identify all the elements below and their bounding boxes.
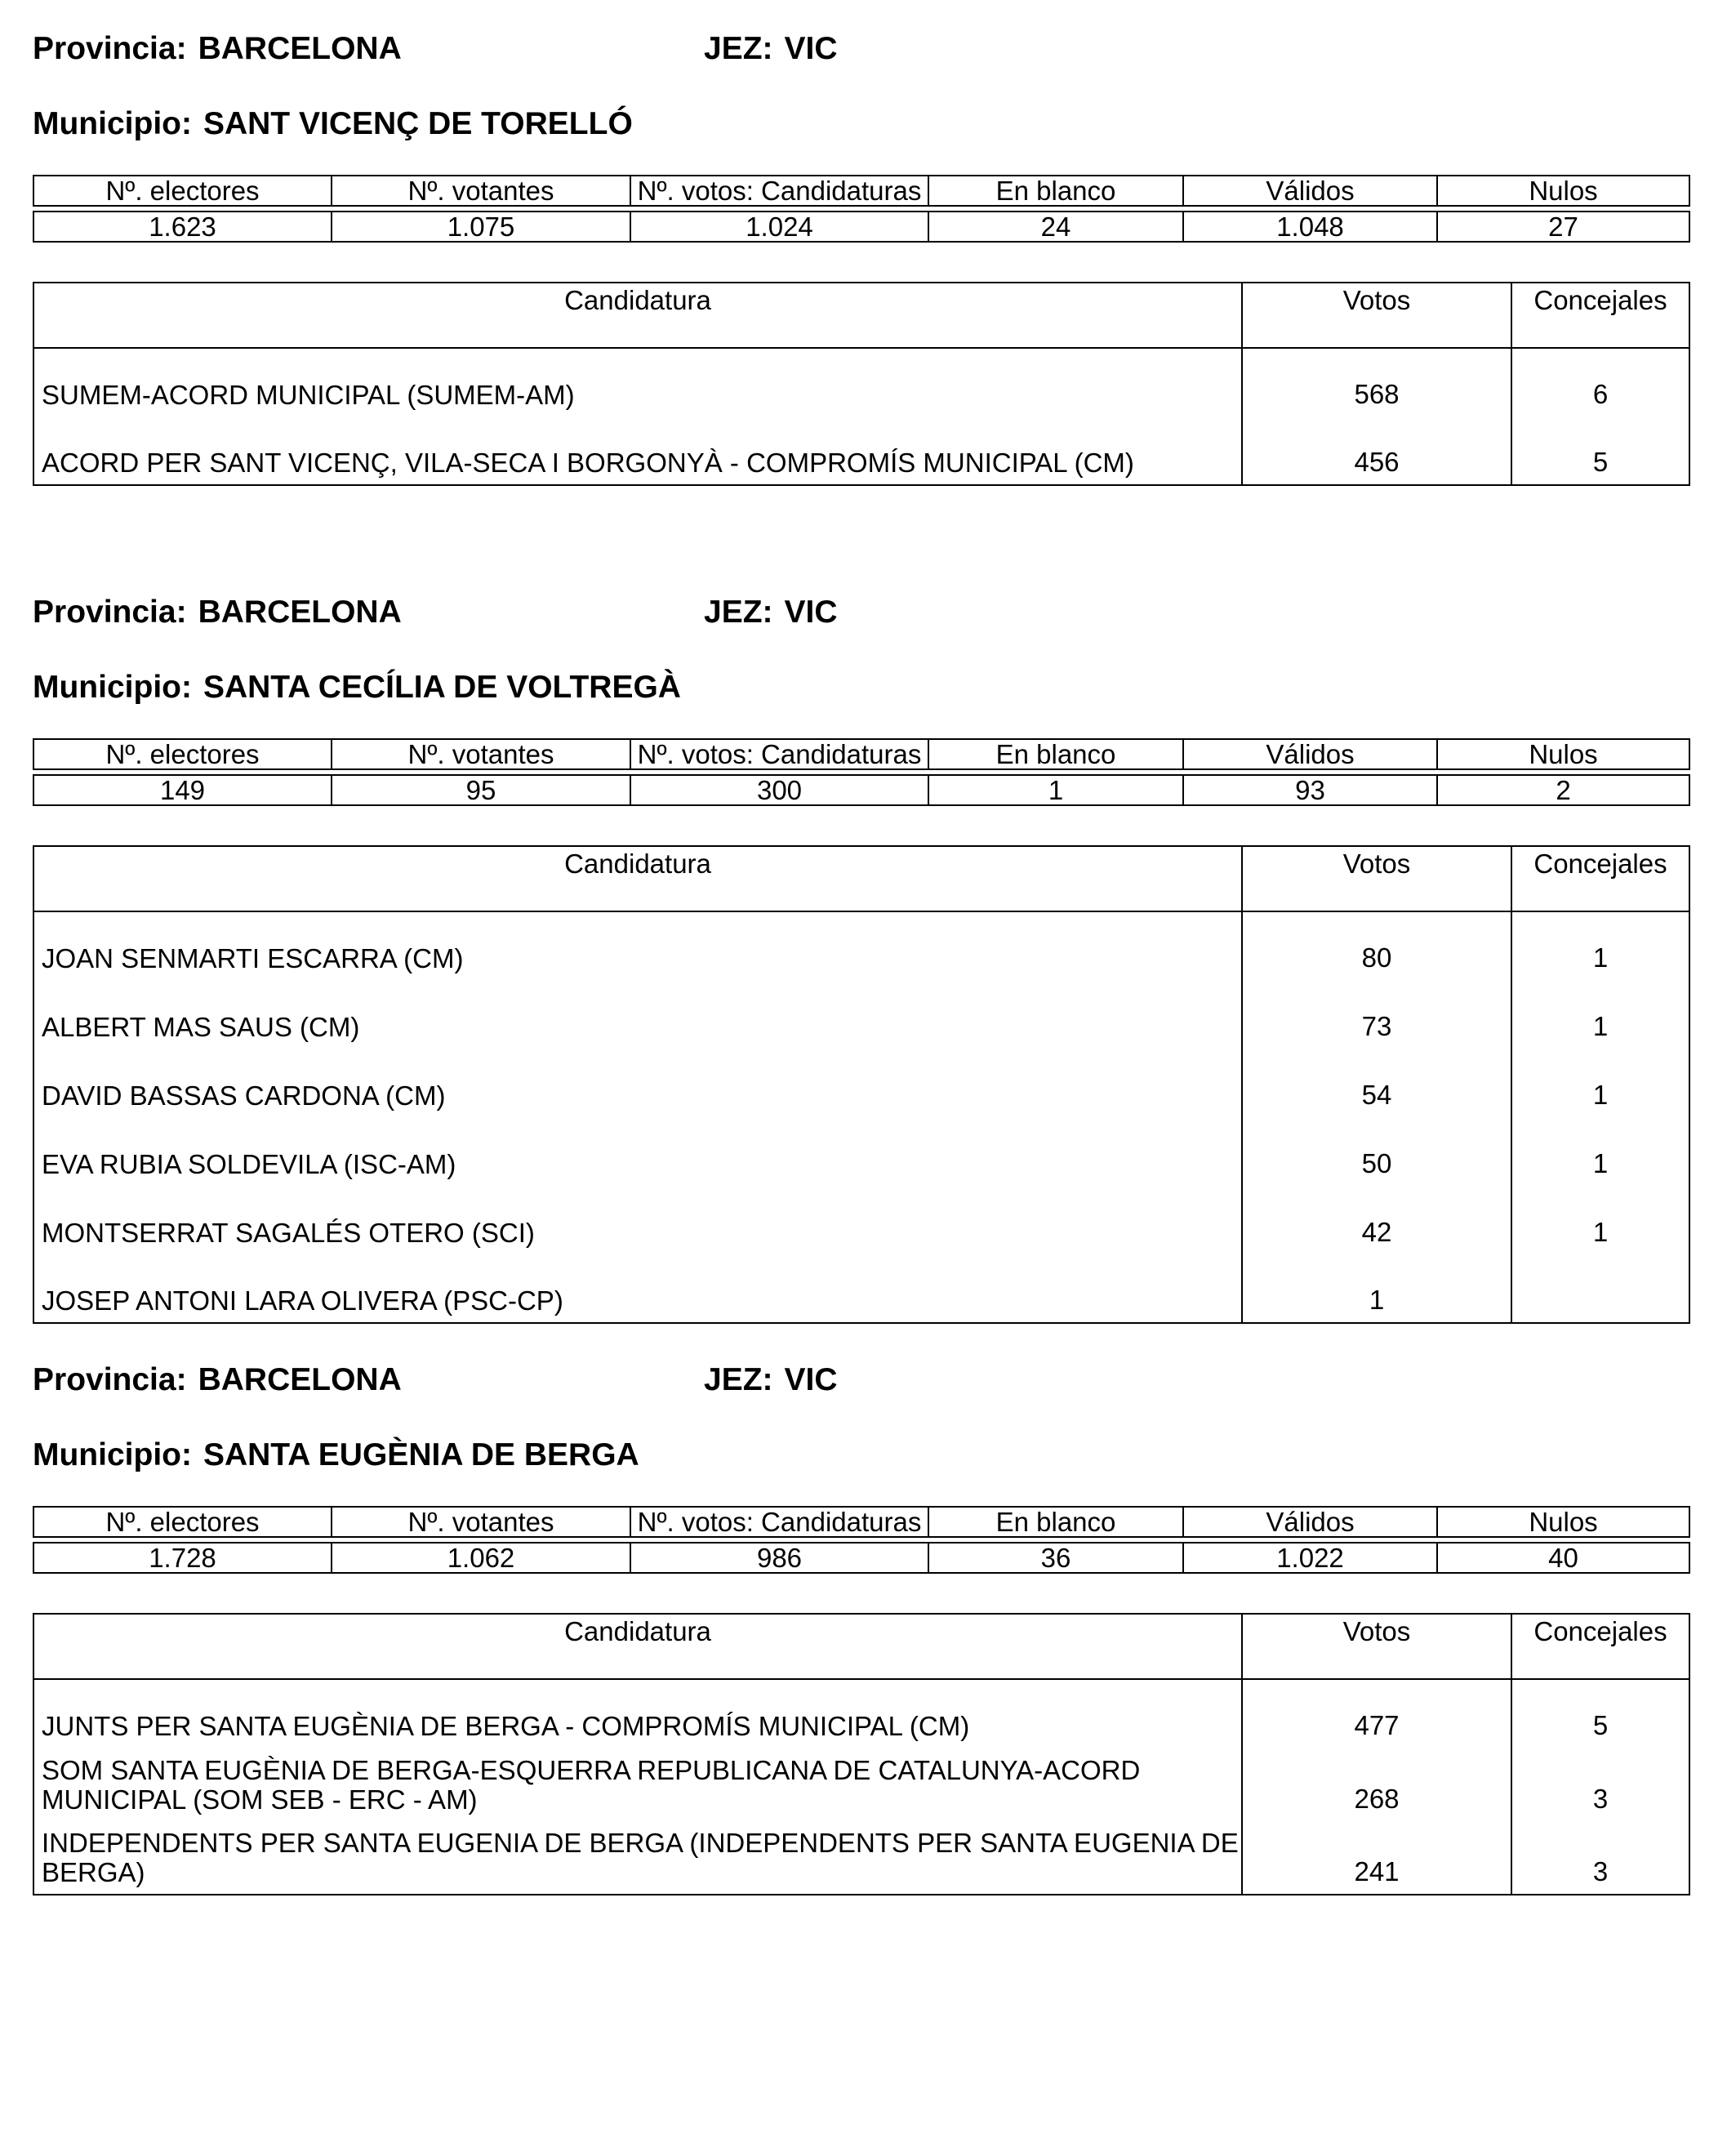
concejales-value: 5 bbox=[1511, 1679, 1689, 1748]
summary-value-cell: 27 bbox=[1437, 212, 1689, 242]
summary-values-row bbox=[33, 1543, 1689, 1573]
provincia-line bbox=[33, 595, 838, 630]
municipio-value: SANTA EUGÈNIA DE BERGA bbox=[203, 1437, 639, 1472]
summary-header-cell: Válidos bbox=[1183, 739, 1437, 769]
candidatura-name: INDEPENDENTS PER SANTA EUGENIA DE BERGA (INDEPENDENTS PER SANTA EUGENIA DE BERGA) bbox=[33, 1821, 1242, 1895]
results-header-cell: Votos bbox=[1242, 846, 1511, 911]
results-header-row bbox=[33, 283, 1689, 348]
candidatura-row bbox=[33, 980, 1689, 1049]
candidatura-name: SOM SANTA EUGÈNIA DE BERGA-ESQUERRA REPUBLICANA DE CATALUNYA-ACORD MUNICIPAL (SOM SEB - ERC - AM) bbox=[33, 1748, 1242, 1821]
summary-header-cell: Nº. votos: Candidaturas bbox=[630, 1507, 928, 1537]
summary-value-cell: 2 bbox=[1437, 775, 1689, 805]
summary-value-cell: 1.024 bbox=[630, 212, 928, 242]
candidatura-name: ACORD PER SANT VICENÇ, VILA-SECA I BORGONYÀ - COMPROMÍS MUNICIPAL (CM) bbox=[33, 416, 1242, 485]
votos-value: 568 bbox=[1242, 348, 1511, 416]
concejales-value: 1 bbox=[1511, 1049, 1689, 1117]
votos-value: 73 bbox=[1242, 980, 1511, 1049]
provincia-label: Provincia: bbox=[33, 1362, 187, 1397]
candidatura-row bbox=[33, 1821, 1689, 1895]
provincia-value: BARCELONA bbox=[198, 31, 402, 66]
jez-value: VIC bbox=[784, 595, 838, 630]
candidatura-name: JOSEP ANTONI LARA OLIVERA (PSC-CP) bbox=[33, 1254, 1242, 1323]
municipio-title bbox=[33, 1439, 639, 1471]
results-header-cell: Concejales bbox=[1511, 283, 1689, 348]
jez-label: JEZ: bbox=[704, 1362, 773, 1397]
provincia-value: BARCELONA bbox=[198, 595, 402, 630]
results-table bbox=[33, 282, 1690, 486]
summary-value-cell: 1 bbox=[928, 775, 1183, 805]
candidatura-name: ALBERT MAS SAUS (CM) bbox=[33, 980, 1242, 1049]
summary-value-cell: 986 bbox=[630, 1543, 928, 1573]
candidatura-row bbox=[33, 348, 1689, 416]
provincia-line bbox=[33, 31, 838, 66]
candidatura-row bbox=[33, 1049, 1689, 1117]
jez-label: JEZ: bbox=[704, 31, 773, 66]
summary-value-cell: 1.623 bbox=[33, 212, 332, 242]
candidatura-row bbox=[33, 1117, 1689, 1186]
summary-value-cell: 1.075 bbox=[332, 212, 630, 242]
votos-value: 80 bbox=[1242, 911, 1511, 980]
jez-group bbox=[704, 1364, 838, 1396]
results-table bbox=[33, 845, 1690, 1324]
candidatura-row bbox=[33, 911, 1689, 980]
jez-value: VIC bbox=[784, 1362, 838, 1397]
concejales-value: 3 bbox=[1511, 1821, 1689, 1895]
municipio-label: Municipio: bbox=[33, 1437, 192, 1472]
provincia-line bbox=[33, 1362, 838, 1397]
candidatura-row bbox=[33, 1254, 1689, 1323]
concejales-value: 5 bbox=[1511, 416, 1689, 485]
summary-header-row bbox=[33, 1507, 1689, 1537]
municipio-label: Municipio: bbox=[33, 670, 192, 705]
results-header-row bbox=[33, 846, 1689, 911]
jez-group bbox=[704, 33, 838, 65]
municipio-value: SANT VICENÇ DE TORELLÓ bbox=[203, 106, 633, 141]
summary-value-cell: 40 bbox=[1437, 1543, 1689, 1573]
concejales-value: 1 bbox=[1511, 1117, 1689, 1186]
municipio-value: SANTA CECÍLIA DE VOLTREGÀ bbox=[203, 670, 681, 705]
votos-value: 456 bbox=[1242, 416, 1511, 485]
summary-value-cell: 1.048 bbox=[1183, 212, 1437, 242]
summary-table bbox=[33, 738, 1690, 806]
concejales-value bbox=[1511, 1254, 1689, 1323]
concejales-value: 6 bbox=[1511, 348, 1689, 416]
results-header-cell: Votos bbox=[1242, 1614, 1511, 1679]
provincia-label: Provincia: bbox=[33, 595, 187, 630]
candidatura-row bbox=[33, 1748, 1689, 1821]
candidatura-name: JOAN SENMARTI ESCARRA (CM) bbox=[33, 911, 1242, 980]
candidatura-name: SUMEM-ACORD MUNICIPAL (SUMEM-AM) bbox=[33, 348, 1242, 416]
jez-group bbox=[704, 596, 838, 628]
votos-value: 268 bbox=[1242, 1748, 1511, 1821]
concejales-value: 3 bbox=[1511, 1748, 1689, 1821]
summary-value-cell: 1.728 bbox=[33, 1543, 332, 1573]
candidatura-row bbox=[33, 1679, 1689, 1748]
municipality-block bbox=[33, 596, 1689, 1331]
summary-value-cell: 93 bbox=[1183, 775, 1437, 805]
summary-value-cell: 300 bbox=[630, 775, 928, 805]
summary-header-cell: Nº. votos: Candidaturas bbox=[630, 739, 928, 769]
municipio-title bbox=[33, 108, 633, 140]
summary-value-cell: 1.022 bbox=[1183, 1543, 1437, 1573]
results-header-cell: Candidatura bbox=[33, 846, 1242, 911]
results-header-cell: Concejales bbox=[1511, 846, 1689, 911]
municipio-label: Municipio: bbox=[33, 106, 192, 141]
votos-value: 1 bbox=[1242, 1254, 1511, 1323]
summary-value-cell: 24 bbox=[928, 212, 1183, 242]
summary-value-cell: 95 bbox=[332, 775, 630, 805]
municipio-title bbox=[33, 671, 681, 703]
candidatura-name: JUNTS PER SANTA EUGÈNIA DE BERGA - COMPROMÍS MUNICIPAL (CM) bbox=[33, 1679, 1242, 1748]
summary-header-cell: Nº. electores bbox=[33, 1507, 332, 1537]
provincia-label: Provincia: bbox=[33, 31, 187, 66]
summary-header-cell: Nulos bbox=[1437, 739, 1689, 769]
concejales-value: 1 bbox=[1511, 1186, 1689, 1254]
summary-header-cell: En blanco bbox=[928, 1507, 1183, 1537]
concejales-value: 1 bbox=[1511, 980, 1689, 1049]
municipality-block bbox=[33, 1364, 1689, 2099]
votos-value: 477 bbox=[1242, 1679, 1511, 1748]
summary-header-cell: Nº. electores bbox=[33, 176, 332, 206]
summary-header-cell: En blanco bbox=[928, 176, 1183, 206]
results-header-row bbox=[33, 1614, 1689, 1679]
results-header-cell: Concejales bbox=[1511, 1614, 1689, 1679]
summary-header-cell: Nº. electores bbox=[33, 739, 332, 769]
provincia-value: BARCELONA bbox=[198, 1362, 402, 1397]
summary-header-cell: Nº. votantes bbox=[332, 1507, 630, 1537]
summary-header-cell: Nulos bbox=[1437, 1507, 1689, 1537]
summary-table bbox=[33, 1506, 1690, 1574]
results-header-cell: Candidatura bbox=[33, 283, 1242, 348]
votos-value: 42 bbox=[1242, 1186, 1511, 1254]
summary-header-cell: Nulos bbox=[1437, 176, 1689, 206]
summary-header-cell: Nº. votantes bbox=[332, 176, 630, 206]
summary-header-cell: En blanco bbox=[928, 739, 1183, 769]
summary-values-row bbox=[33, 775, 1689, 805]
votos-value: 241 bbox=[1242, 1821, 1511, 1895]
summary-header-cell: Nº. votos: Candidaturas bbox=[630, 176, 928, 206]
summary-value-cell: 1.062 bbox=[332, 1543, 630, 1573]
summary-header-row bbox=[33, 176, 1689, 206]
summary-header-cell: Válidos bbox=[1183, 176, 1437, 206]
results-table bbox=[33, 1613, 1690, 1895]
candidatura-row bbox=[33, 416, 1689, 485]
votos-value: 54 bbox=[1242, 1049, 1511, 1117]
summary-values-row bbox=[33, 212, 1689, 242]
summary-value-cell: 36 bbox=[928, 1543, 1183, 1573]
summary-header-row bbox=[33, 739, 1689, 769]
summary-header-cell: Válidos bbox=[1183, 1507, 1437, 1537]
candidatura-name: MONTSERRAT SAGALÉS OTERO (SCI) bbox=[33, 1186, 1242, 1254]
jez-value: VIC bbox=[784, 31, 838, 66]
candidatura-row bbox=[33, 1186, 1689, 1254]
votos-value: 50 bbox=[1242, 1117, 1511, 1186]
summary-table bbox=[33, 175, 1690, 243]
concejales-value: 1 bbox=[1511, 911, 1689, 980]
results-header-cell: Votos bbox=[1242, 283, 1511, 348]
candidatura-name: EVA RUBIA SOLDEVILA (ISC-AM) bbox=[33, 1117, 1242, 1186]
summary-header-cell: Nº. votantes bbox=[332, 739, 630, 769]
jez-label: JEZ: bbox=[704, 595, 773, 630]
results-header-cell: Candidatura bbox=[33, 1614, 1242, 1679]
candidatura-name: DAVID BASSAS CARDONA (CM) bbox=[33, 1049, 1242, 1117]
summary-value-cell: 149 bbox=[33, 775, 332, 805]
